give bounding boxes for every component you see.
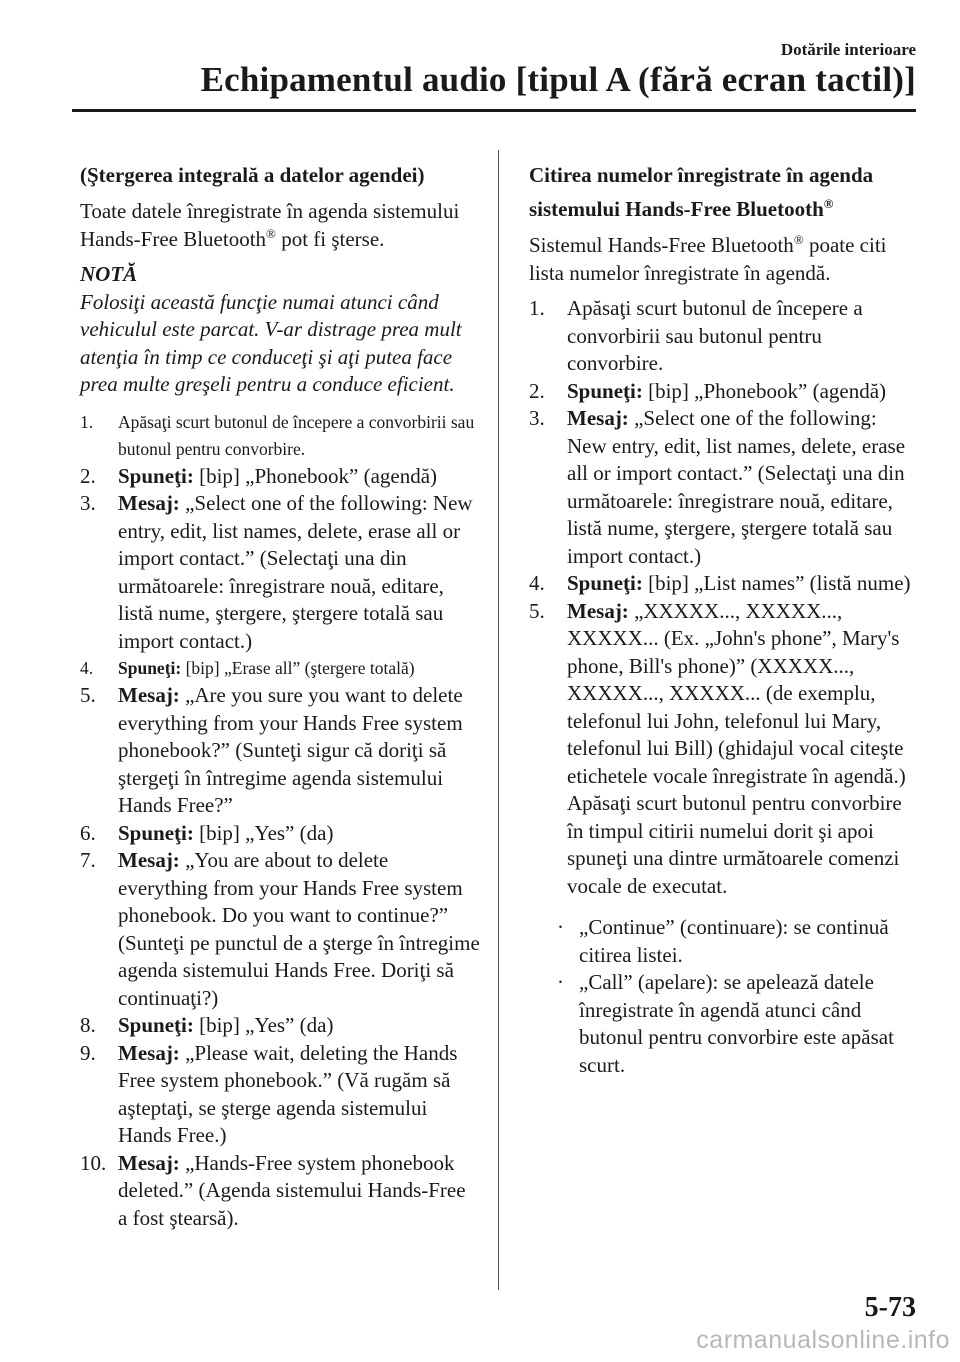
left-step-5: 5. Mesaj: „Are you sure you want to delete everything from your Hands Free system phonebook?” (Sunteţi sigur că doriţi să ştergeţi în întregime agenda sistemului Hands Free?” xyxy=(80,683,463,817)
bullet-item: · „Continue” (continuare): se continuă citirea listei. xyxy=(557,915,889,967)
right-step-3: 3. Mesaj: „Select one of the following: New entry, edit, list names, delete, erase all or import contact.” (Selectaţi una din următoarele: înregistrare nouă, editare, listă nume, ştergere, ştergere totală sau import contact.) xyxy=(529,406,906,568)
left-intro: Toate datele înregistrate în agenda sistemului Hands-Free Bluetooth® pot fi şterse. xyxy=(80,199,460,251)
left-step-9: 9. Mesaj: „Please wait, deleting the Hands Free system phonebook.” (Vă rugăm să aşteptaţi, se şterge agenda sistemului Hands Free.) xyxy=(80,1040,458,1147)
left-step-6: 6. Spuneţi: [bip] „Yes” (da) xyxy=(80,820,334,845)
column-divider xyxy=(498,150,499,1290)
left-column xyxy=(80,158,480,1232)
left-heading: (Ştergerea integrală a datelor agendei) xyxy=(80,163,425,187)
bullet-item: · „Call” (apelare): se apelează datele înregistrate în agendă atunci când butonul pentru convorbire este apăsat scurt. xyxy=(557,970,894,1077)
right-step-5-extra: Apăsaţi scurt butonul pentru convorbire în timpul citirii numelui dorit şi apoi spuneţi una dintre următoarele comenzi vocale de executat. xyxy=(567,791,902,898)
page-number: 5-73 xyxy=(864,1292,916,1323)
right-column xyxy=(529,158,921,1079)
left-step-1: 1. Apăsaţi scurt butonul de începere a convorbirii sau butonul pentru convorbire. xyxy=(80,411,475,459)
bullet-mark: · xyxy=(557,970,564,994)
bullet-list xyxy=(529,914,921,1079)
right-intro: Sistemul Hands-Free Bluetooth® poate citi lista numelor înregistrate în agendă. xyxy=(529,232,887,285)
page-title: Echipamentul audio [tipul A (fără ecran tactil)] xyxy=(200,60,916,99)
left-step-3: 3. Mesaj: „Select one of the following: New entry, edit, list names, delete, erase all or import contact.” (Selectaţi una din următoarele: înregistrare nouă, editare, listă nume, ştergere, ştergere totală sau import contact.) xyxy=(80,491,473,653)
left-step-2: 2. Spuneţi: [bip] „Phonebook” (agendă) xyxy=(80,463,438,488)
watermark: carmanualsonline.info xyxy=(696,1326,950,1354)
left-step-7: 7. Mesaj: „You are about to delete everything from your Hands Free system phonebook. Do you want to continue?” (Sunteţi pe punctul de a şterge în întregime agenda sistemului Hands Free. Doriţi să continuaţi?) xyxy=(80,848,480,1010)
right-step-1: 1. Apăsaţi scurt butonul de începere a convorbirii sau butonul pentru convorbire. xyxy=(529,296,863,375)
right-step-5: 5. Mesaj: „XXXXX..., XXXXX..., XXXXX... (Ex. „John's phone”, Mary's phone, Bill's phone)” (XXXXX..., XXXXX..., XXXXX... (de exemplu, telefonul lui John, telefonul lui Mary, telefonul lui Bill) (ghidajul vocal citeşte etichetele vocale înregistrate în agendă.) Apăsaţi scurt butonul pentru convorbire în timpul citirii numelui dorit şi apoi spuneţi una dintre următoarele comenzi vocale de executat. xyxy=(529,598,921,901)
left-step-8: 8. Spuneţi: [bip] „Yes” (da) xyxy=(80,1013,334,1037)
right-heading: Citirea numelor înregistrate în agenda sistemului Hands-Free Bluetooth® xyxy=(529,163,874,221)
note-title: NOTĂ xyxy=(80,262,138,286)
section-label: Dotările interioare xyxy=(780,40,916,59)
left-step-4: 4. Spuneţi: [bip] „Erase all” (ştergere totală) xyxy=(80,658,415,678)
left-step-10: 10. Mesaj: „Hands-Free system phonebook deleted.” (Agenda sistemului Hands-Free a fost ştearsă). xyxy=(80,1150,466,1230)
header-rule xyxy=(72,109,916,112)
right-step-4: 4. Spuneţi: [bip] „List names” (listă nume) xyxy=(529,571,911,595)
note-text: Folosiţi această funcţie numai atunci când vehiculul este parcat. V-ar distrage prea mult atenţia în timp ce conduceţi şi aţi putea face prea multe greşeli pentru a conduce eficient. xyxy=(80,289,462,396)
bullet-mark: · xyxy=(557,915,564,939)
right-step-2: 2. Spuneţi: [bip] „Phonebook” (agendă) xyxy=(529,378,887,403)
